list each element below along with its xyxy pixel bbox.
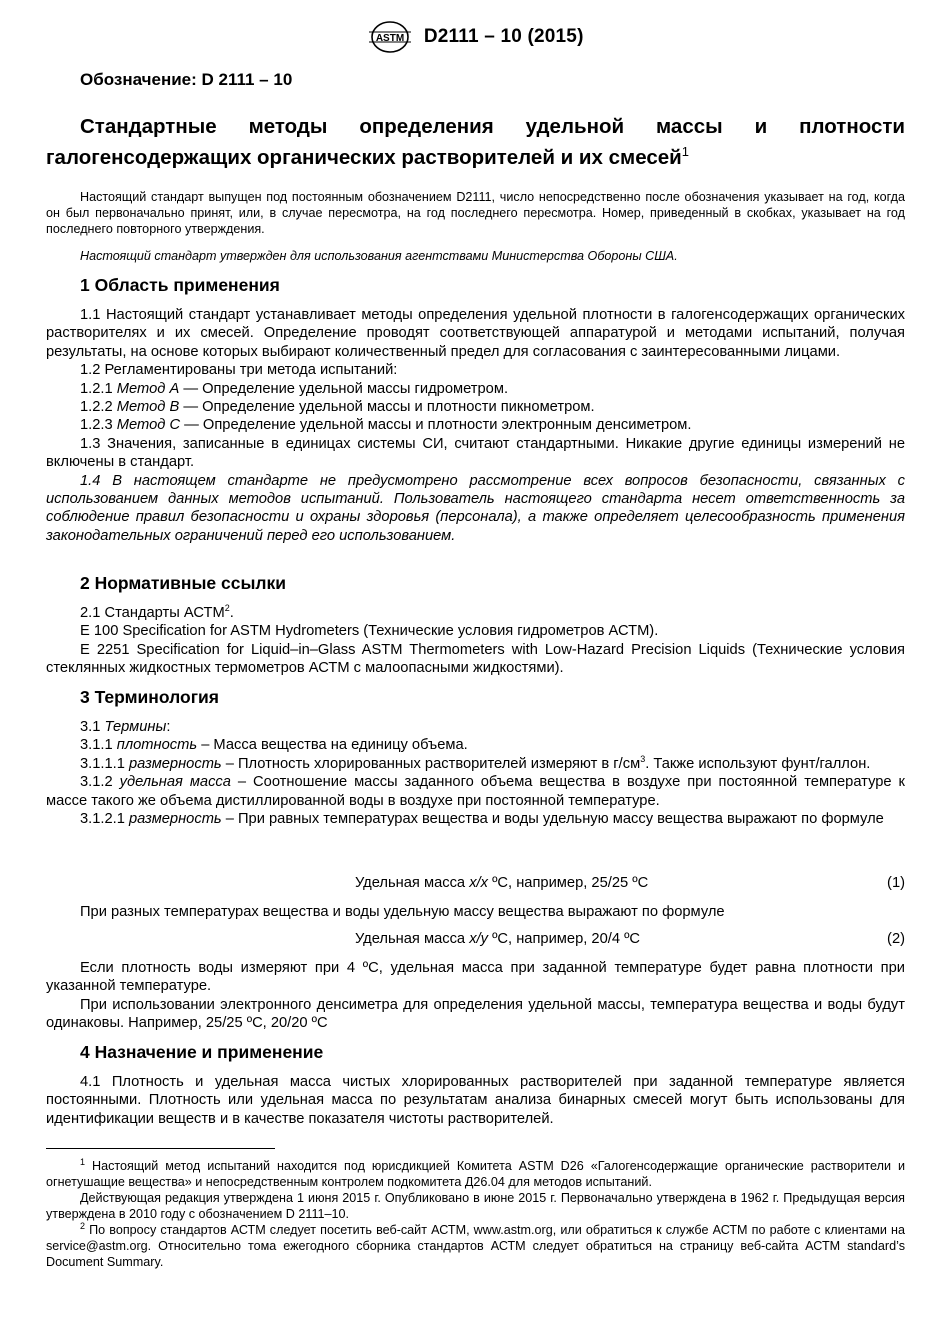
title-footnote-mark: 1 [681,144,689,159]
def-density-dimension-end: . Также используют фунт/галлон. [645,755,871,772]
section-4-body [46,1073,905,1128]
method-a-num: 1.2.1 [80,380,113,397]
method-b-name: Метод В [116,399,180,416]
def-sg-dimension-name: размерность [129,811,222,828]
standard-code: D2111 – 10 (2015) [423,26,584,47]
terms-num: 3.1 [80,719,101,735]
footnote-2-mark: 2 [80,1220,86,1231]
title-line-2: галогенсодержащих органических растворителей и их смесей [46,145,682,169]
section-1-body [46,306,905,545]
def-specific-gravity-num: 3.1.2 [80,774,113,791]
section-1-heading: 1 Область применения [80,275,280,295]
def-density-dimension-text: – Плотность хлорированных растворителей измеряют в г/см [225,755,641,772]
terms-line [46,718,905,736]
terms-name: Термины [104,719,167,735]
section-2-heading: 2 Нормативные ссылки [80,573,287,593]
footnote-1-mark: 1 [80,1156,86,1167]
astm-logo-icon [367,20,413,54]
footnotes [46,1158,905,1270]
def-density [46,736,905,754]
def-density-dimension-name: размерность [129,755,222,772]
def-specific-gravity [46,773,905,810]
footnote-2 [46,1222,905,1270]
section-3-after [46,959,905,1033]
title-line-1: Стандартные методы определения удельной массы и плотности [80,115,905,138]
def-sg-dimension-num: 3.1.2.1 [80,811,125,828]
para-4-1: 4.1 Плотность и удельная масса чистых хлорированных растворителей при заданной температуре является постоянными. Плотность или удельная масса по результатам анализа бинарных смесей могут быть использованы для идентификации веществ и в качестве показателя чистоты растворителей. [46,1074,905,1127]
intro-approval-text: Настоящий стандарт утвержден для использования агентствами Министерства Обороны США. [80,249,678,263]
method-a-name: Метод А [116,380,180,397]
formula-2-number: (2) [887,931,905,947]
method-b [46,398,905,416]
astm-logo-text: ASTM [376,33,405,44]
method-b-num: 1.2.2 [80,399,113,416]
intro-block [46,189,905,237]
def-density-text: – Масса вещества на единицу объема. [201,737,468,754]
between-formulas [46,903,905,921]
def-specific-gravity-dimension [46,810,905,828]
designation: Обозначение: D 2111 – 10 [80,70,293,89]
para-1-1: 1.1 Настоящий стандарт устанавливает методы определения удельной плотности в галогенсодержащих органических растворителях и их смесей. Определение проводят соответствующей аппаратурой и методами испытаний, получая результаты, на основе которых выбирают количественный предел для согласования с заинтересованными лицами. [46,307,905,360]
formula-1-pre: Удельная масса [355,875,466,891]
method-a [46,380,905,398]
para-water-density: Если плотность воды измеряют при 4 ºС, удельная масса при заданной температуре будет равна плотности при указанной температуре. [46,960,905,995]
def-specific-gravity-name: удельная масса [119,774,231,791]
method-c-text: — Определение удельной массы и плотности электронным денсиметром. [184,417,692,434]
intro-approval [46,248,905,264]
method-a-text: — Определение удельной массы гидрометром. [183,380,509,397]
para-densimeter: При использовании электронного денсиметра для определения удельной массы, температура вещества и воды будут одинаковы. Например, 25/25 ºС, 20/20 ºС [46,996,905,1032]
def-density-num: 3.1.1 [80,737,113,754]
def-density-name: плотность [116,737,198,754]
reference-e100: E 100 Specification for ASTM Hydrometers (Технические условия гидрометров АСТМ). [80,623,659,640]
para-1-4: 1.4 В настоящем стандарте не предусмотрено рассмотрение всех вопросов безопасности, связанных с использованием данных методов испытаний. Пользователь настоящего стандарта несет ответственность за соблюдение правил безопасности и охраны здоровья (персонала), а также определяет целесообразность применения законодательных ограничений перед его использованием. [46,472,905,544]
def-density-dimension-num: 3.1.1.1 [80,755,125,772]
para-2-1 [46,604,905,622]
method-c [46,416,905,434]
footnote-divider [46,1148,275,1149]
method-b-text: — Определение удельной массы и плотности пикнометром. [183,399,595,416]
section-3-heading: 3 Терминология [80,687,219,707]
footnote-1 [46,1158,905,1190]
intro-paragraph: Настоящий стандарт выпущен под постоянным обозначением D2111, число непосредственно после обозначения указывает на год, когда он был первоначально принят, или, в случае пересмотра, на год последнего пересмотра. Номер, приведенный в скобках, указывает на год последнего повторного утверждения. [46,190,905,236]
method-c-name: Метод С [116,417,181,434]
formula-2-pre: Удельная масса [355,931,466,947]
reference-e2251: E 2251 Specification for Liquid–in–Glass ASTM Thermometers with Low-Hazard Precision Liquids (Технические условия стеклянных жидкостных термометров АСТМ с малоопасными жидкостями). [46,641,905,677]
section-3-body [46,718,905,828]
para-2-1-sup: 2 [224,603,230,614]
terms-colon: : [166,719,171,735]
para-2-1-end: . [229,605,234,621]
para-1-2: 1.2 Регламентированы три метода испытаний: [80,362,398,379]
def-specific-gravity-text: – Соотношение массы заданного объема вещества в воздухе при постоянной температуре к массе такого же объема дистиллированной воды в воздухе при постоянной температуре. [46,774,905,809]
section-2-body [46,604,905,678]
between-formulas-text: При разных температурах вещества и воды удельную массу вещества выражают по формуле [80,904,725,920]
footnote-2-text: По вопросу стандартов АСТМ следует посетить веб-сайт АСТМ, www.astm.org, или обратиться к службе АСТМ по работе с клиентами на service@astm.org. Относительно тома ежегодного сборника стандартов АСТМ следует обратиться на страницу веб-сайта АСТМ standard’s Document Summary. [46,1223,906,1269]
method-c-num: 1.2.3 [80,417,113,434]
formula-2-var: x/y [469,931,488,947]
para-1-3: 1.3 Значения, записанные в единицах системы СИ, считают стандартными. Никакие другие единицы измерений не включены в стандарт. [46,435,905,471]
footnote-1-text: Настоящий метод испытаний находится под юрисдикцией Комитета ASTM D26 «Галогенсодержащие органические растворители и огнетушащие вещества» и непосредственным контролем подкомитета Д26.04 для методов испытаний. [46,1159,906,1189]
def-density-dimension-sup: 3 [640,753,646,764]
formula-1-number: (1) [887,875,905,891]
section-4-heading: 4 Назначение и применение [80,1042,324,1062]
formula-1-post: ºС, например, 25/25 ºС [492,875,649,891]
formula-1-var: x/x [469,875,488,891]
para-2-1-text: 2.1 Стандарты АСТМ [80,605,225,621]
document-header [46,20,905,54]
document-title [46,114,905,170]
footnote-1b: Действующая редакция утверждена 1 июня 2015 г. Опубликовано в июне 2015 г. Первоначально утверждена в 1962 г. Предыдущая версия утверждена в 2010 году с обозначением D 2111–10. [46,1191,905,1221]
def-sg-dimension-text: – При равных температурах вещества и воды удельную массу вещества выражают по формуле [225,811,884,828]
def-density-dimension [46,755,905,773]
formula-2-post: ºС, например, 20/4 ºС [492,931,641,947]
formula-1-expression [355,875,648,891]
formula-2-expression [355,931,640,947]
